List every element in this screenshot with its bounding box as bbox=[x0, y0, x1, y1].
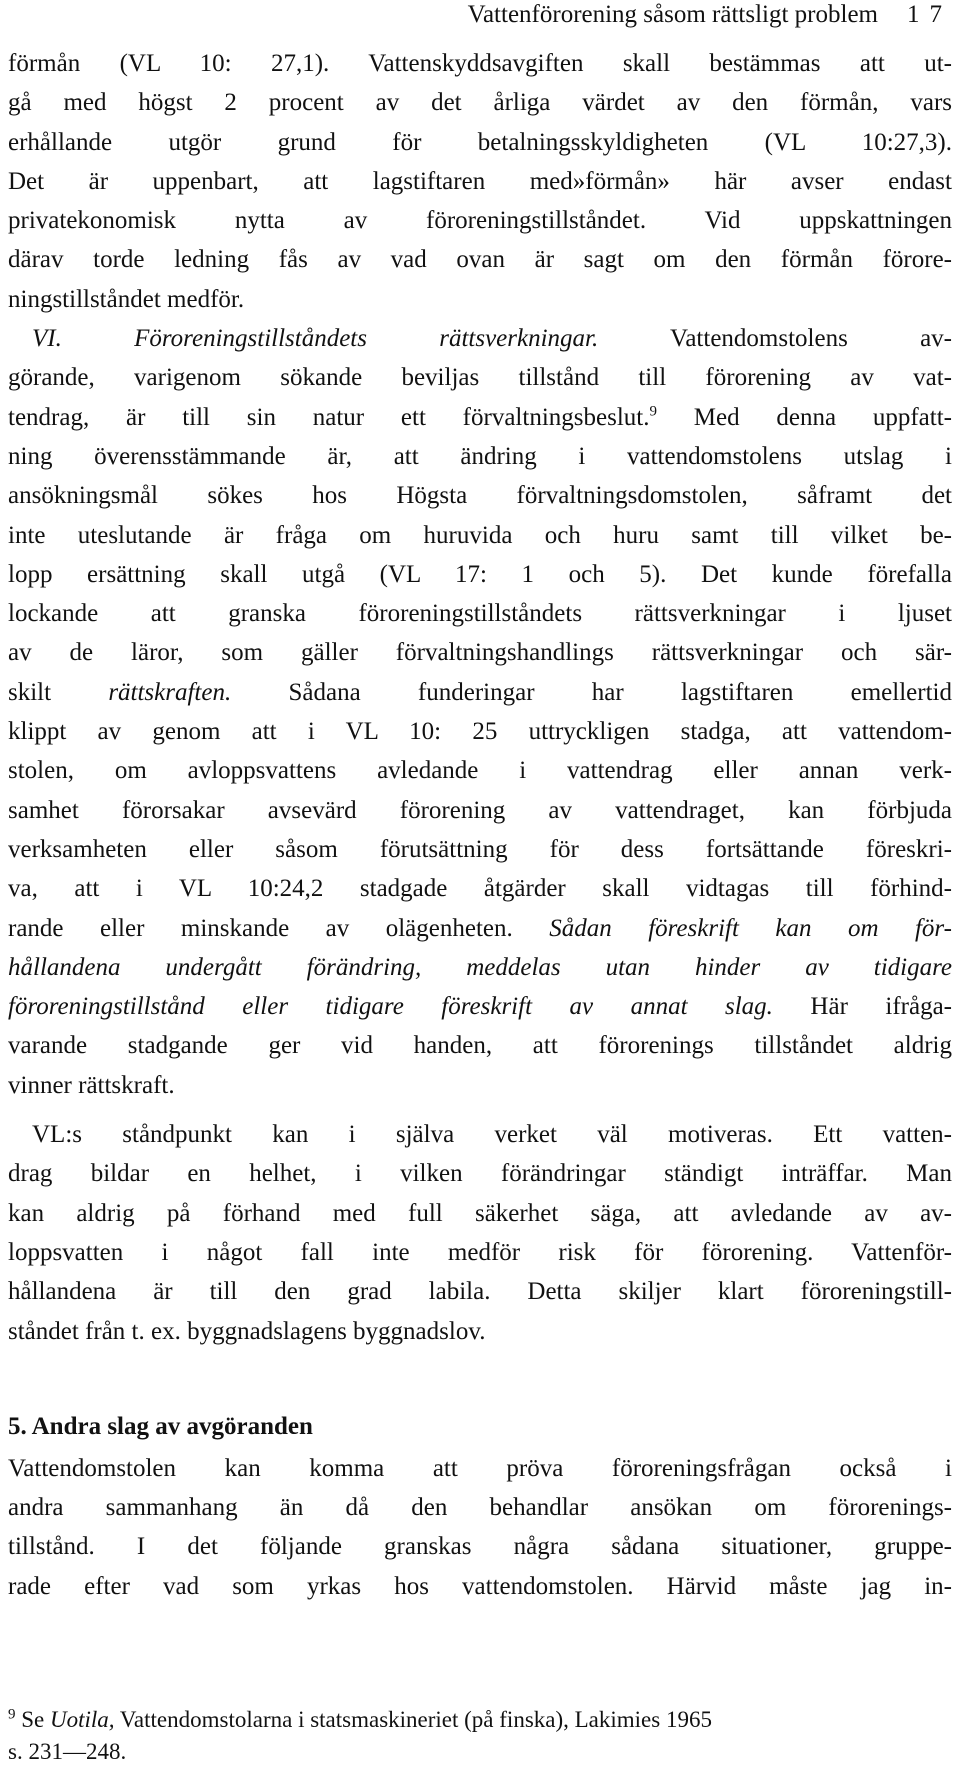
subsection-heading: VI. Föroreningstillståndets rättsverkningar. bbox=[32, 325, 599, 353]
text-run: Vattendomstolarna i statsmaskineriet (på finska), Lakimies 1965 bbox=[114, 1707, 712, 1732]
text-line: hållandena är till den grad labila. Detta skiljer klart föroreningstill- bbox=[8, 1278, 952, 1306]
text-line: vinner rättskraft. bbox=[8, 1071, 175, 1099]
text-line: lopp ersättning skall utgå (VL 17: 1 och 5). Det kunde förefalla bbox=[8, 560, 952, 588]
running-head-title: Vattenförorening såsom rättsligt problem bbox=[467, 1, 878, 28]
text-run: skilt bbox=[8, 678, 109, 706]
text-line: inte uteslutande är fråga om huruvida och huru samt till vilket be- bbox=[8, 521, 952, 549]
text-run: Se bbox=[15, 1707, 50, 1732]
footnote bbox=[8, 1704, 952, 1768]
text-line: Det är uppenbart, att lagstiftaren med»förmån» här avser endast bbox=[8, 167, 952, 195]
text-line: av de läror, som gäller förvaltningshandlings rättsverkningar och sär- bbox=[8, 639, 952, 667]
italic-run: föroreningstillstånd eller tidigare föreskrift av annat slag. bbox=[8, 993, 773, 1021]
footnote-marker: 9 bbox=[8, 1706, 16, 1723]
text-line: hållandena undergått förändring, meddelas utan hinder av tidigare bbox=[8, 953, 952, 981]
text-line: förmån (VL 10: 27,1). Vattenskyddsavgiften skall bestämmas att ut- bbox=[8, 50, 952, 77]
italic-run: Sådan föreskrift kan om för- bbox=[549, 914, 952, 942]
paragraph-4 bbox=[8, 1449, 952, 1606]
text-run: Med denna uppfatt- bbox=[656, 403, 952, 431]
footnote-reference: 9 bbox=[649, 403, 657, 420]
text-line: va, att i VL 10:24,2 stadgade åtgärder skall vidtagas till förhind- bbox=[8, 875, 952, 903]
footnote-author: Uotila, bbox=[50, 1707, 115, 1732]
paragraph-1 bbox=[8, 44, 952, 319]
running-head bbox=[8, 0, 952, 30]
footnote-line bbox=[8, 1704, 952, 1736]
text-line: tillstånd. I det följande granskas några sådana situationer, gruppe- bbox=[8, 1533, 952, 1561]
text-line: stolen, om avloppsvattens avledande i vattendrag eller annan verk- bbox=[8, 757, 952, 785]
text-line: loppsvatten i något fall inte medför risk för förorening. Vattenför- bbox=[8, 1238, 952, 1266]
text-run: Sådana funderingar har lagstiftaren emellertid bbox=[231, 678, 952, 706]
text-line: verksamheten eller såsom förutsättning för dess fortsättande föreskri- bbox=[8, 835, 952, 863]
text-line: varande stadgande ger vid handen, att förorenings tillståndet aldrig bbox=[8, 1032, 952, 1060]
text-line: gå med högst 2 procent av det årliga värdet av den förmån, vars bbox=[8, 89, 952, 117]
text-run: Här ifråga- bbox=[772, 993, 952, 1021]
text-line: drag bildar en helhet, i vilken förändringar ständigt inträffar. Man bbox=[8, 1160, 952, 1188]
text-line: ansökningsmål sökes hos Högsta förvaltningsdomstolen, såframt det bbox=[8, 482, 952, 510]
text-line bbox=[8, 909, 952, 948]
text-run: Vattendomstolens av- bbox=[598, 325, 952, 353]
paragraph-3 bbox=[8, 1115, 952, 1351]
text-line: erhållande utgör grund för betalningsskyldigheten (VL 10:27,3). bbox=[8, 128, 952, 156]
body-text bbox=[8, 44, 952, 1606]
text-line: rade efter vad som yrkas hos vattendomstolen. Härvid måste jag in- bbox=[8, 1572, 952, 1600]
text-line bbox=[8, 398, 952, 437]
text-line: samhet förorsakar avsevärd förorening av vattendraget, kan förbjuda bbox=[8, 796, 952, 824]
text-run: tendrag, är till sin natur ett förvaltningsbeslut. bbox=[8, 403, 650, 431]
italic-run: rättskraften. bbox=[108, 678, 232, 706]
text-line: privatekonomisk nytta av föroreningstillståndet. Vid uppskattningen bbox=[8, 207, 952, 235]
text-line: kan aldrig på förhand med full säkerhet säga, att avledande av av- bbox=[8, 1199, 952, 1227]
text-line: VL:s ståndpunkt kan i själva verket väl motiveras. Ett vatten- bbox=[32, 1121, 952, 1149]
paragraph-2 bbox=[8, 319, 952, 1105]
text-line: görande, varigenom sökande beviljas tillstånd till förorening av vat- bbox=[8, 364, 952, 392]
text-line: andra sammanhang än då den behandlar ansökan om förorenings- bbox=[8, 1494, 952, 1522]
footnote-line: s. 231—248. bbox=[8, 1739, 127, 1764]
text-line bbox=[8, 987, 952, 1026]
text-line: därav torde ledning fås av vad ovan är sagt om den förmån förore- bbox=[8, 246, 952, 274]
text-line: Vattendomstolen kan komma att pröva föroreningsfrågan också i bbox=[8, 1454, 952, 1482]
text-line: ning överensstämmande är, att ändring i vattendomstolens utslag i bbox=[8, 442, 952, 470]
section-heading: 5. Andra slag av avgöranden bbox=[8, 1412, 313, 1440]
page-number: 17 bbox=[907, 1, 952, 28]
text-line: ståndet från t. ex. byggnadslagens byggnadslov. bbox=[8, 1317, 486, 1345]
text-line: lockande att granska föroreningstillståndets rättsverkningar i ljuset bbox=[8, 600, 952, 628]
text-line bbox=[8, 673, 952, 712]
text-line: ningstillståndet medför. bbox=[8, 285, 245, 313]
text-line: klippt av genom att i VL 10: 25 uttryckligen stadga, att vattendom- bbox=[8, 718, 952, 746]
text-run: rande eller minskande av olägenheten. bbox=[8, 914, 550, 942]
text-line bbox=[8, 319, 952, 358]
